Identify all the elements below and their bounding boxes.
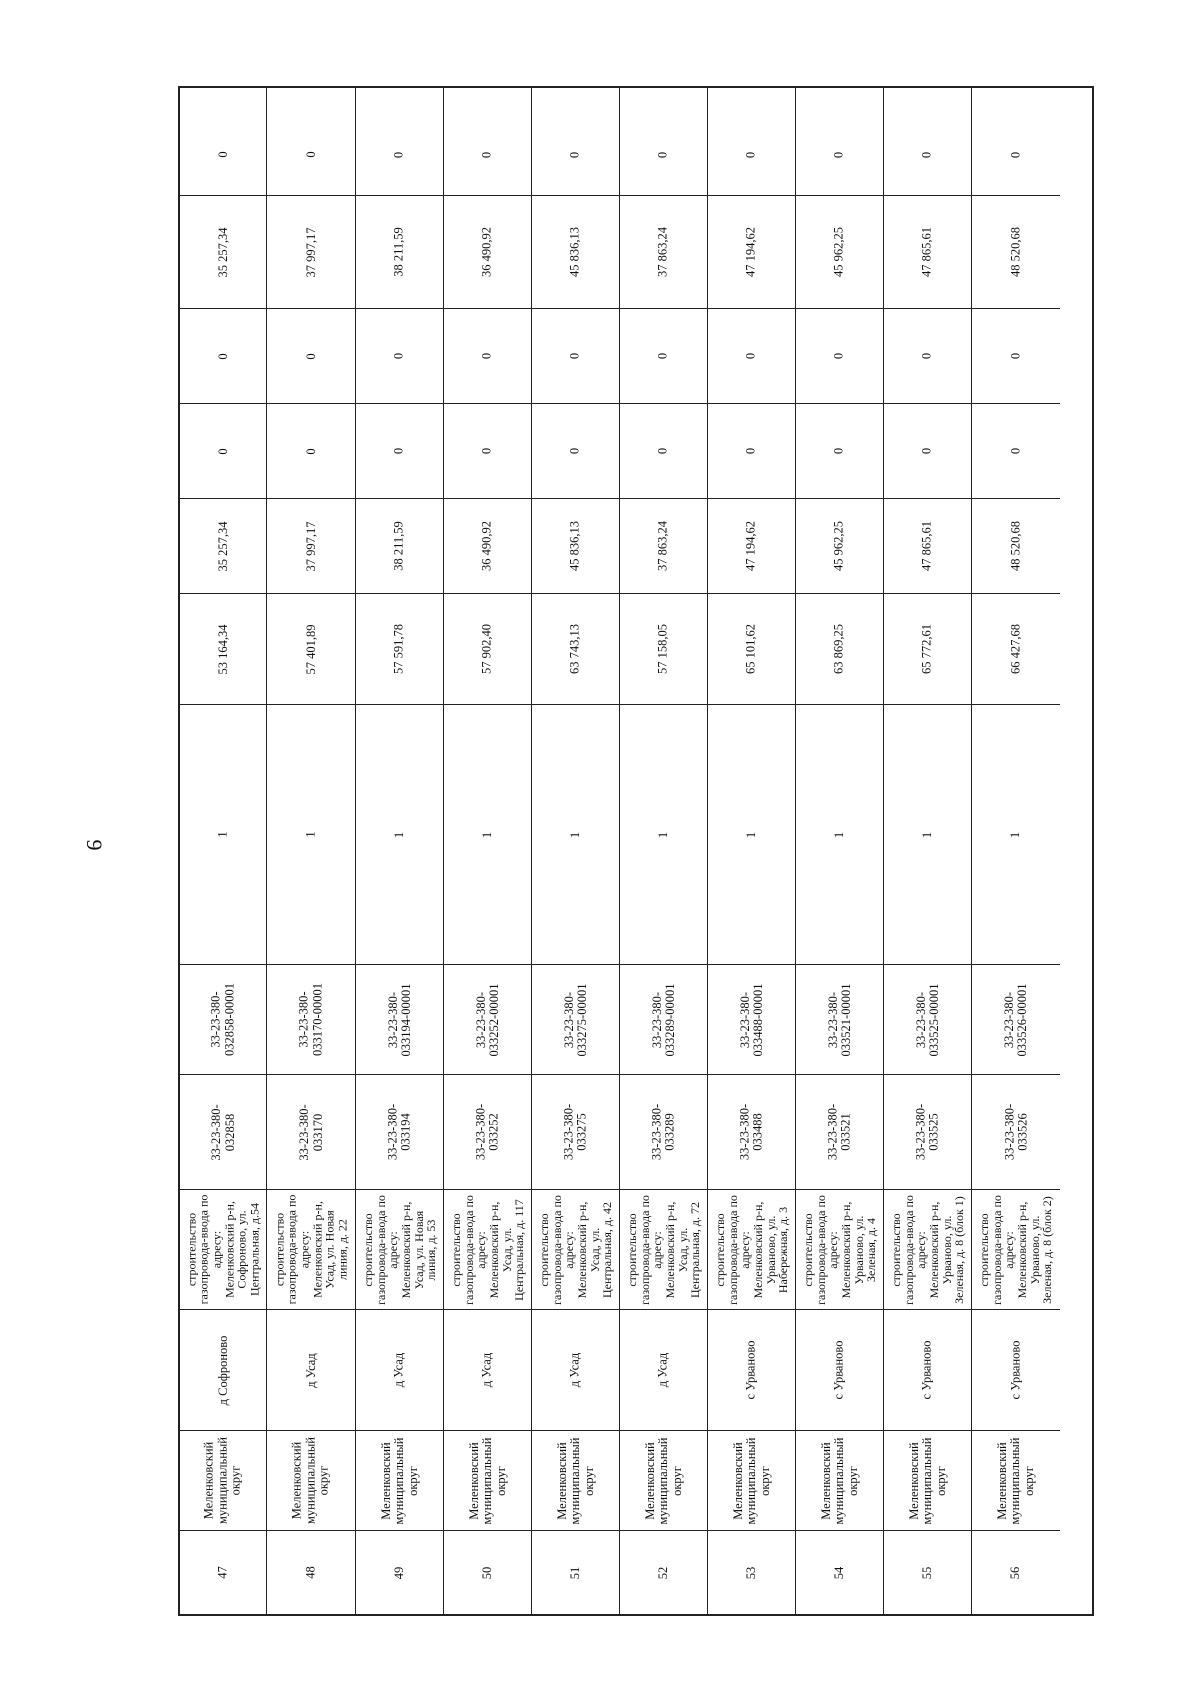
district-cell <box>356 1430 443 1530</box>
table-row <box>267 88 356 1614</box>
object-description-cell <box>267 1189 355 1309</box>
zero-value-cell-text: 0 <box>743 447 758 455</box>
amount-repeat-cell <box>972 195 1060 308</box>
total-cost-cell <box>180 593 266 704</box>
zero-value-cell <box>180 308 266 403</box>
zero-value-cell <box>708 114 795 195</box>
object-description-cell-text: строительство газопровода-ввода по адресу: Меленковский р-н, Урваново, ул. Набережная, д. 3 <box>712 1194 790 1305</box>
settlement-cell <box>267 1309 355 1430</box>
zero-value-cell <box>708 403 795 498</box>
district-cell <box>972 1430 1060 1530</box>
zero-value-cell <box>884 403 971 498</box>
object-description-cell <box>180 1189 266 1309</box>
amount-repeat-cell-text: 38 211,59 <box>391 227 406 277</box>
zero-value-cell <box>972 114 1060 195</box>
amount-repeat-cell <box>796 195 883 308</box>
amount-cell <box>972 498 1060 593</box>
object-code-cell-text: 33-23-380- 033194 <box>385 1103 413 1161</box>
object-id-cell <box>884 964 971 1074</box>
amount-cell <box>444 498 531 593</box>
amount-cell <box>356 498 443 593</box>
total-cost-cell <box>356 593 443 704</box>
object-id-cell <box>620 964 707 1074</box>
settlement-cell <box>180 1309 266 1430</box>
zero-value-cell-text: 0 <box>215 151 230 158</box>
object-code-cell <box>884 1074 971 1189</box>
amount-cell-text: 35 257,34 <box>215 521 230 571</box>
total-cost-cell-text: 63 869,25 <box>831 624 846 674</box>
district-cell-text: Меленковский муниципальный округ <box>906 1437 948 1524</box>
row-number-cell-text: 56 <box>1008 1566 1023 1579</box>
amount-repeat-cell <box>356 195 443 308</box>
settlement-cell <box>620 1309 707 1430</box>
total-cost-cell <box>620 593 707 704</box>
total-cost-cell-text: 57 902,40 <box>479 624 494 674</box>
settlement-cell-text: с Урваново <box>1008 1340 1023 1400</box>
zero-value-cell <box>267 308 355 403</box>
row-number-cell-text: 54 <box>831 1566 846 1579</box>
table-row <box>708 88 796 1614</box>
amount-repeat-cell <box>884 195 971 308</box>
amount-cell <box>620 498 707 593</box>
zero-value-cell <box>796 403 883 498</box>
zero-value-cell <box>356 403 443 498</box>
amount-repeat-cell-text: 47 865,61 <box>919 227 934 277</box>
district-cell <box>620 1430 707 1530</box>
total-cost-cell <box>708 593 795 704</box>
amount-cell <box>267 498 355 593</box>
quantity-cell <box>532 704 619 964</box>
amount-repeat-cell-text: 48 520,68 <box>1008 227 1023 277</box>
row-number-cell <box>180 1530 266 1614</box>
district-cell-text: Меленковский муниципальный округ <box>466 1437 508 1524</box>
zero-value-cell <box>884 308 971 403</box>
object-description-cell-text: строительство газопровода-ввода по адресу: Меленковский р-н, Усад, ул. Центральная, д. 72 <box>624 1194 702 1305</box>
object-description-cell <box>884 1189 971 1309</box>
object-description-cell-text: строительство газопровода-ввода по адресу: Меленковский р-н, Усад, ул. Центральная, д. 117 <box>448 1194 526 1305</box>
quantity-cell-text: 1 <box>1008 831 1023 838</box>
zero-value-cell-text: 0 <box>1008 447 1023 455</box>
quantity-cell-text: 1 <box>303 831 318 838</box>
zero-value-cell-text: 0 <box>391 151 406 158</box>
district-cell-text: Меленковский муниципальный округ <box>554 1437 596 1524</box>
zero-value-cell <box>532 403 619 498</box>
zero-value-cell-text: 0 <box>831 447 846 455</box>
row-number-cell <box>267 1530 355 1614</box>
amount-repeat-cell <box>532 195 619 308</box>
object-code-cell-text: 33-23-380- 032858 <box>208 1103 236 1161</box>
amount-repeat-cell <box>180 195 266 308</box>
zero-value-cell-text: 0 <box>655 151 670 158</box>
zero-value-cell <box>180 114 266 195</box>
amount-repeat-cell-text: 45 836,13 <box>567 227 582 277</box>
zero-value-cell-text: 0 <box>567 151 582 158</box>
district-cell-text: Меленковский муниципальный округ <box>378 1437 420 1524</box>
object-id-cell-text: 33-23-380- 033275-00001 <box>561 983 589 1056</box>
zero-value-cell <box>532 114 619 195</box>
quantity-cell-text: 1 <box>831 831 846 838</box>
total-cost-cell <box>532 593 619 704</box>
row-number-cell <box>708 1530 795 1614</box>
amount-repeat-cell <box>444 195 531 308</box>
settlement-cell <box>356 1309 443 1430</box>
zero-value-cell-text: 0 <box>391 447 406 455</box>
zero-value-cell-text: 0 <box>391 352 406 360</box>
settlement-cell-text: с Урваново <box>919 1340 934 1400</box>
zero-value-cell <box>884 114 971 195</box>
object-id-cell <box>356 964 443 1074</box>
object-id-cell-text: 33-23-380- 033289-00001 <box>649 983 677 1056</box>
quantity-cell <box>444 704 531 964</box>
zero-value-cell-text: 0 <box>479 352 494 360</box>
zero-value-cell <box>620 308 707 403</box>
district-cell-text: Меленковский муниципальный округ <box>201 1437 243 1524</box>
quantity-cell <box>796 704 883 964</box>
object-id-cell <box>444 964 531 1074</box>
object-description-cell-text: строительство газопровода-ввода по адресу: Меленковский р-н, Усад, ул. Новая линия, д. 53 <box>360 1194 438 1305</box>
zero-value-cell <box>532 308 619 403</box>
object-id-cell-text: 33-23-380- 033170-00001 <box>296 983 324 1056</box>
zero-value-cell <box>444 403 531 498</box>
object-code-cell <box>356 1074 443 1189</box>
settlement-cell-text: д Усад <box>567 1352 582 1388</box>
object-code-cell-text: 33-23-380- 033252 <box>473 1103 501 1161</box>
object-id-cell <box>180 964 266 1074</box>
row-number-cell-text: 53 <box>743 1566 758 1579</box>
object-code-cell <box>620 1074 707 1189</box>
object-description-cell <box>620 1189 707 1309</box>
total-cost-cell-text: 65 772,61 <box>919 624 934 674</box>
settlement-cell-text: с Урваново <box>831 1340 846 1400</box>
amount-repeat-cell-text: 47 194,62 <box>743 227 758 277</box>
zero-value-cell-text: 0 <box>567 352 582 360</box>
district-cell-text: Меленковский муниципальный округ <box>642 1437 684 1524</box>
zero-value-cell <box>444 114 531 195</box>
object-id-cell-text: 33-23-380- 033521-00001 <box>825 983 853 1056</box>
row-number-cell-text: 55 <box>919 1566 934 1579</box>
total-cost-cell-text: 57 401,89 <box>303 624 318 674</box>
object-code-cell-text: 33-23-380- 033526 <box>1001 1103 1029 1161</box>
amount-repeat-cell-text: 37 863,24 <box>655 227 670 277</box>
quantity-cell-text: 1 <box>479 831 494 838</box>
amount-repeat-cell-text: 36 490,92 <box>479 227 494 277</box>
zero-value-cell-text: 0 <box>567 447 582 455</box>
zero-value-cell <box>708 308 795 403</box>
object-description-cell <box>444 1189 531 1309</box>
zero-value-cell-text: 0 <box>919 151 934 158</box>
zero-value-cell-text: 0 <box>1008 151 1023 158</box>
object-description-cell <box>796 1189 883 1309</box>
total-cost-cell <box>796 593 883 704</box>
settlement-cell-text: д Усад <box>479 1352 494 1388</box>
total-cost-cell <box>972 593 1060 704</box>
district-cell <box>708 1430 795 1530</box>
zero-value-cell <box>972 403 1060 498</box>
table-row <box>532 88 620 1614</box>
amount-cell-text: 36 490,92 <box>479 521 494 571</box>
object-description-cell-text: строительство газопровода-ввода по адресу: Меленковский р-н, Урваново, ул. Зеленая, д. 4 <box>800 1194 878 1305</box>
table-row <box>444 88 532 1614</box>
zero-value-cell-text: 0 <box>655 447 670 455</box>
settlement-cell-text: д Усад <box>391 1352 406 1388</box>
amount-repeat-cell <box>708 195 795 308</box>
zero-value-cell <box>796 114 883 195</box>
total-cost-cell-text: 65 101,62 <box>743 624 758 674</box>
district-cell-text: Меленковский муниципальный округ <box>289 1437 331 1524</box>
total-cost-cell-text: 57 591,78 <box>391 624 406 674</box>
settlement-cell-text: д Усад <box>655 1352 670 1388</box>
total-cost-cell-text: 57 158,05 <box>655 624 670 674</box>
quantity-cell <box>180 704 266 964</box>
district-cell-text: Меленковский муниципальный округ <box>994 1437 1036 1524</box>
zero-value-cell-text: 0 <box>831 151 846 158</box>
object-id-cell-text: 33-23-380- 033194-00001 <box>385 983 413 1056</box>
zero-value-cell-text: 0 <box>479 151 494 158</box>
table-row <box>796 88 884 1614</box>
quantity-cell-text: 1 <box>919 831 934 838</box>
total-cost-cell-text: 53 164,34 <box>215 624 230 674</box>
zero-value-cell <box>620 403 707 498</box>
zero-value-cell-text: 0 <box>215 352 230 360</box>
zero-value-cell <box>180 403 266 498</box>
settlement-cell <box>884 1309 971 1430</box>
amount-cell-text: 38 211,59 <box>391 521 406 571</box>
settlement-cell <box>532 1309 619 1430</box>
object-code-cell <box>180 1074 266 1189</box>
zero-value-cell-text: 0 <box>655 352 670 360</box>
page-number: 9 <box>82 839 107 851</box>
object-id-cell-text: 33-23-380- 032858-00001 <box>208 983 236 1056</box>
amount-repeat-cell-text: 35 257,34 <box>215 227 230 277</box>
zero-value-cell <box>267 403 355 498</box>
total-cost-cell <box>884 593 971 704</box>
amount-cell-text: 37 863,24 <box>655 521 670 571</box>
zero-value-cell <box>356 114 443 195</box>
quantity-cell-text: 1 <box>567 831 582 838</box>
amount-cell <box>884 498 971 593</box>
zero-value-cell-text: 0 <box>303 352 318 360</box>
row-number-cell <box>444 1530 531 1614</box>
total-cost-cell <box>444 593 531 704</box>
amount-cell <box>532 498 619 593</box>
settlement-cell <box>796 1309 883 1430</box>
object-description-cell-text: строительство газопровода-ввода по адресу: Меленковский р-н, Усад, ул. Новая линия, д. 22 <box>272 1194 350 1305</box>
zero-value-cell-text: 0 <box>1008 352 1023 360</box>
quantity-cell <box>708 704 795 964</box>
object-code-cell-text: 33-23-380- 033525 <box>913 1103 941 1161</box>
object-code-cell-text: 33-23-380- 033170 <box>296 1103 324 1161</box>
object-code-cell-text: 33-23-380- 033289 <box>649 1103 677 1161</box>
amount-cell <box>796 498 883 593</box>
object-id-cell-text: 33-23-380- 033488-00001 <box>737 983 765 1056</box>
total-cost-cell <box>267 593 355 704</box>
row-number-cell-text: 49 <box>391 1566 406 1579</box>
object-code-cell-text: 33-23-380- 033521 <box>825 1103 853 1161</box>
settlement-cell-text: д Усад <box>303 1352 318 1388</box>
zero-value-cell-text: 0 <box>743 352 758 360</box>
amount-cell-text: 37 997,17 <box>303 521 318 571</box>
object-code-cell <box>267 1074 355 1189</box>
object-id-cell <box>267 964 355 1074</box>
row-number-cell <box>796 1530 883 1614</box>
district-cell <box>444 1430 531 1530</box>
quantity-cell-text: 1 <box>655 831 670 838</box>
amount-cell-text: 45 962,25 <box>831 521 846 571</box>
object-description-cell <box>532 1189 619 1309</box>
zero-value-cell <box>796 308 883 403</box>
settlement-cell <box>972 1309 1060 1430</box>
zero-value-cell-text: 0 <box>919 447 934 455</box>
amount-repeat-cell-text: 37 997,17 <box>303 227 318 277</box>
district-cell <box>884 1430 971 1530</box>
row-number-cell-text: 51 <box>567 1566 582 1579</box>
quantity-cell <box>356 704 443 964</box>
settlement-cell-text: с Урваново <box>743 1340 758 1400</box>
row-number-cell <box>620 1530 707 1614</box>
quantity-cell-text: 1 <box>391 831 406 838</box>
zero-value-cell <box>356 308 443 403</box>
zero-value-cell <box>620 114 707 195</box>
object-description-cell-text: строительство газопровода-ввода по адресу: Меленковский р-н, Усад, ул. Центральная, д. 42 <box>536 1194 614 1305</box>
amount-cell-text: 48 520,68 <box>1008 521 1023 571</box>
district-cell <box>180 1430 266 1530</box>
amount-repeat-cell-text: 45 962,25 <box>831 227 846 277</box>
object-description-cell <box>708 1189 795 1309</box>
zero-value-cell <box>972 308 1060 403</box>
object-description-cell-text: строительство газопровода-ввода по адресу: Меленковский р-н, Урваново, ул. Зеленая, д. 8 (блок 2) <box>977 1194 1055 1305</box>
object-code-cell <box>532 1074 619 1189</box>
table-row <box>972 88 1060 1614</box>
quantity-cell <box>620 704 707 964</box>
object-code-cell-text: 33-23-380- 033275 <box>561 1103 589 1161</box>
zero-value-cell-text: 0 <box>831 352 846 360</box>
zero-value-cell <box>444 308 531 403</box>
object-id-cell <box>708 964 795 1074</box>
table-row <box>620 88 708 1614</box>
district-cell <box>796 1430 883 1530</box>
object-id-cell-text: 33-23-380- 033526-00001 <box>1001 983 1029 1056</box>
quantity-cell <box>972 704 1060 964</box>
settlement-cell <box>708 1309 795 1430</box>
object-code-cell <box>972 1074 1060 1189</box>
zero-value-cell <box>267 114 355 195</box>
quantity-cell <box>884 704 971 964</box>
zero-value-cell-text: 0 <box>215 447 230 455</box>
object-id-cell-text: 33-23-380- 033525-00001 <box>913 983 941 1056</box>
total-cost-cell-text: 63 743,13 <box>567 624 582 674</box>
amount-cell-text: 47 194,62 <box>743 521 758 571</box>
zero-value-cell-text: 0 <box>743 151 758 158</box>
district-cell <box>267 1430 355 1530</box>
amount-cell <box>708 498 795 593</box>
zero-value-cell-text: 0 <box>303 151 318 158</box>
row-number-cell-text: 47 <box>215 1566 230 1579</box>
row-number-cell-text: 50 <box>479 1566 494 1579</box>
quantity-cell <box>267 704 355 964</box>
row-number-cell <box>884 1530 971 1614</box>
object-description-cell-text: строительство газопровода-ввода по адресу: Меленковский р-н, Софроново, ул. Центральная, д.54 <box>184 1194 262 1305</box>
amount-cell-text: 47 865,61 <box>919 521 934 571</box>
object-id-cell <box>796 964 883 1074</box>
object-id-cell-text: 33-23-380- 033252-00001 <box>473 983 501 1056</box>
zero-value-cell-text: 0 <box>479 447 494 455</box>
quantity-cell-text: 1 <box>215 831 230 838</box>
table-row <box>884 88 972 1614</box>
row-number-cell-text: 52 <box>655 1566 670 1579</box>
object-code-cell-text: 33-23-380- 033488 <box>737 1103 765 1161</box>
amount-cell <box>180 498 266 593</box>
table-row <box>356 88 444 1614</box>
amount-repeat-cell <box>620 195 707 308</box>
object-id-cell <box>972 964 1060 1074</box>
data-table <box>178 86 1094 1616</box>
amount-cell-text: 45 836,13 <box>567 521 582 571</box>
district-cell-text: Меленковский муниципальный округ <box>818 1437 860 1524</box>
row-number-cell <box>972 1530 1060 1614</box>
object-description-cell <box>972 1189 1060 1309</box>
total-cost-cell-text: 66 427,68 <box>1008 624 1023 674</box>
object-id-cell <box>532 964 619 1074</box>
settlement-cell-text: д Софроново <box>215 1335 230 1405</box>
object-code-cell <box>796 1074 883 1189</box>
district-cell <box>532 1430 619 1530</box>
district-cell-text: Меленковский муниципальный округ <box>730 1437 772 1524</box>
row-number-cell-text: 48 <box>303 1566 318 1579</box>
object-description-cell <box>356 1189 443 1309</box>
object-code-cell <box>708 1074 795 1189</box>
row-number-cell <box>532 1530 619 1614</box>
zero-value-cell-text: 0 <box>919 352 934 360</box>
settlement-cell <box>444 1309 531 1430</box>
row-number-cell <box>356 1530 443 1614</box>
table-row <box>180 88 267 1614</box>
zero-value-cell-text: 0 <box>303 447 318 455</box>
amount-repeat-cell <box>267 195 355 308</box>
object-code-cell <box>444 1074 531 1189</box>
object-description-cell-text: строительство газопровода-ввода по адресу: Меленковский р-н, Урваново, ул. Зеленая, д. 8 (блок 1) <box>888 1194 966 1305</box>
quantity-cell-text: 1 <box>743 831 758 838</box>
